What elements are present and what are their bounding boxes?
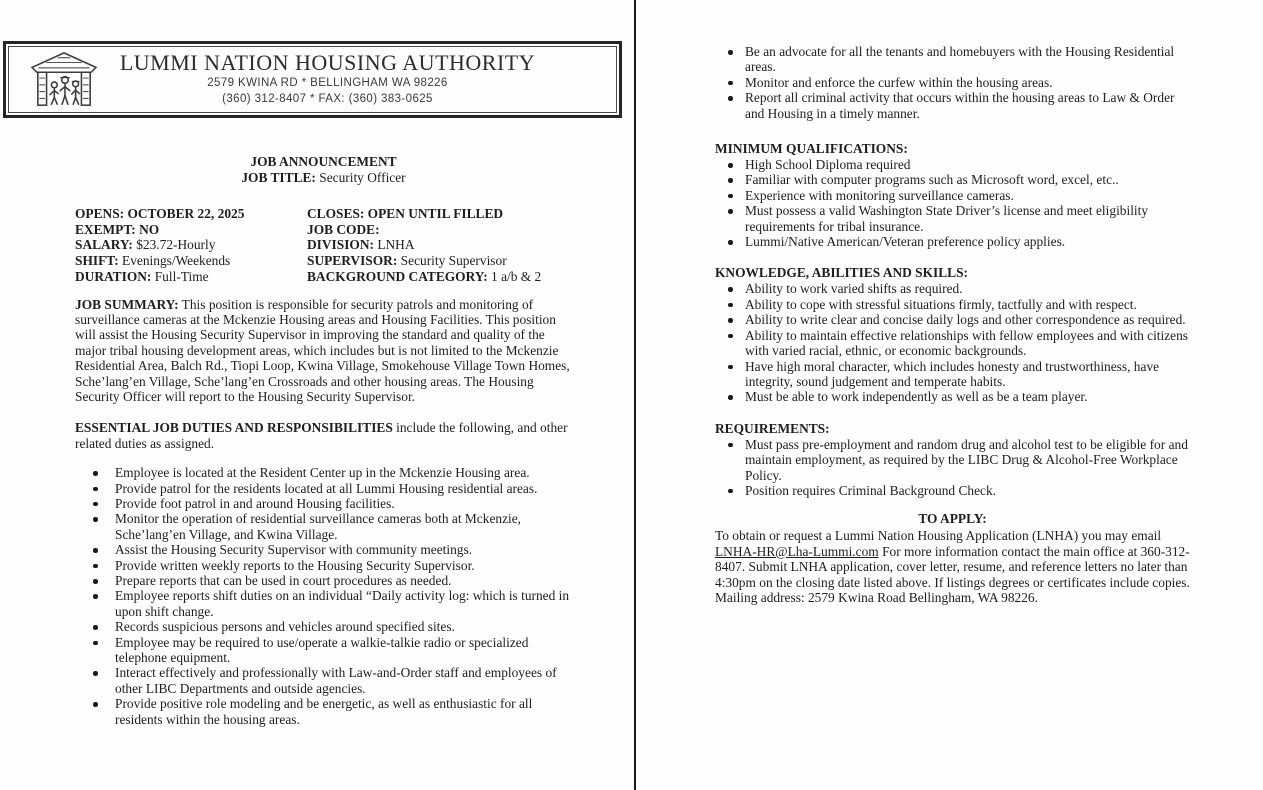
duties-intro-text: include the following, and other related duties as assigned. <box>75 420 568 451</box>
apply-text-after-email: For more information contact the main office at 360-312-8407. Submit LNHA application, cover letter, resume, and reference letters no later than 4:30pm on the closing date listed above. If listings degrees or certificates include copies. Mailing address: 2579 Kwina Road Bellingham, WA 98226. <box>715 543 1190 605</box>
org-phone-fax: (360) 312-8407 * FAX: (360) 383-0625 <box>222 93 433 105</box>
duties-intro-paragraph <box>75 420 572 451</box>
list-item: Provide foot patrol in and around Housing facilities. <box>75 496 572 511</box>
detail-supervisor: SUPERVISOR: Security Supervisor <box>307 253 507 269</box>
detail-shift: SHIFT: Evenings/Weekends <box>75 253 231 269</box>
list-item: Provide written weekly reports to the Housing Security Supervisor. <box>75 558 572 573</box>
detail-background-category: BACKGROUND CATEGORY: 1 a/b & 2 <box>307 268 542 284</box>
detail-exempt: EXEMPT: NO <box>75 221 160 237</box>
duties-heading: ESSENTIAL JOB DUTIES AND RESPONSIBILITIES <box>75 420 393 436</box>
requirements-heading: REQUIREMENTS: <box>715 420 830 436</box>
page-2 <box>636 0 1263 790</box>
org-name: LUMMI NATION HOUSING AUTHORITY <box>119 50 536 75</box>
job-details-right-column <box>307 206 572 285</box>
list-item: Prepare reports that can be used in court procedures as needed. <box>75 573 572 588</box>
job-title-value: Security Officer <box>319 170 406 185</box>
list-item: Experience with monitoring surveillance cameras. <box>715 188 1190 203</box>
list-item: Monitor and enforce the curfew within the housing areas. <box>715 75 1190 90</box>
detail-opens: OPENS: OCTOBER 22, 2025 <box>75 206 245 221</box>
list-item: Employee reports shift duties on an individual “Daily activity log: which is turned in upon shift change. <box>75 588 572 619</box>
minimum-qualifications-heading: MINIMUM QUALIFICATIONS: <box>715 141 908 157</box>
duties-continued-list <box>715 44 1190 121</box>
list-item: Familiar with computer programs such as Microsoft word, excel, etc.. <box>715 172 1190 187</box>
job-details-left-column <box>75 206 307 285</box>
job-announcement-title: JOB ANNOUNCEMENT <box>250 154 397 169</box>
list-item: Must pass pre-employment and random drug and alcohol test to be eligible for and maintain employment, as required by the LIBC Drug & Alcohol-Free Workplace Policy. <box>715 437 1190 483</box>
job-summary-text: This position is responsible for security patrols and monitoring of surveillance cameras at the Mckenzie Housing areas and Housing Facilities. This position will assist the Housing Security Supervisor in improving the standard and quality of the major tribal housing development areas, which includes but is not limited to the Mckenzie Residential Area, Balch Rd., Tiopi Loop, Kwina Village, Smokehouse Village Town Homes, Sche’lang’en Village, Sche’lang’en Crossroads and other housing areas. The Housing Security Officer will report to the Housing Security Supervisor. <box>75 296 570 404</box>
apply-text-before-email: To obtain or request a Lummi Nation Housing Application (LNHA) you may email <box>715 528 1162 544</box>
list-item: Must be able to work independently as well as be a team player. <box>715 389 1190 404</box>
list-item: High School Diploma required <box>715 157 1190 172</box>
detail-division: DIVISION: LNHA <box>307 237 415 253</box>
list-item: Interact effectively and professionally with Law-and-Order staff and employees of other LIBC Departments and outside agencies. <box>75 665 572 696</box>
list-item: Be an advocate for all the tenants and homebuyers with the Housing Residential areas. <box>715 44 1190 75</box>
letterhead-box <box>3 41 622 118</box>
job-title-label: JOB TITLE: <box>241 170 316 185</box>
list-item: Ability to maintain effective relationships with fellow employees and with citizens with varied racial, ethnic, or economic backgrounds. <box>715 328 1190 359</box>
list-item: Have high moral character, which includes honesty and trustworthiness, have integrity, sound judgement and temperate habits. <box>715 359 1190 390</box>
to-apply-heading: TO APPLY: <box>918 511 987 527</box>
list-item: Must possess a valid Washington State Driver’s license and meet eligibility requirements for tribal insurance. <box>715 203 1190 234</box>
duties-list <box>75 465 572 727</box>
minimum-qualifications-list <box>715 157 1190 249</box>
list-item: Records suspicious persons and vehicles around specified sites. <box>75 619 572 634</box>
list-item: Report all criminal activity that occurs within the housing areas to Law & Order and Housing in a timely manner. <box>715 90 1190 121</box>
letterhead-text <box>39 50 616 107</box>
detail-job-code: JOB CODE: <box>307 221 380 237</box>
list-item: Assist the Housing Security Supervisor with community meetings. <box>75 542 572 557</box>
detail-closes: CLOSES: OPEN UNTIL FILLED <box>307 206 504 221</box>
requirements-list <box>715 437 1190 499</box>
list-item: Monitor the operation of residential surveillance cameras both at Mckenzie, Sche’lang’en Village, and Kwina Village. <box>75 511 572 542</box>
org-address: 2579 KWINA RD * BELLINGHAM WA 98226 <box>207 77 448 89</box>
detail-salary: SALARY: $23.72-Hourly <box>75 237 216 253</box>
list-item: Employee is located at the Resident Center up in the Mckenzie Housing area. <box>75 465 572 480</box>
detail-duration: DURATION: Full-Time <box>75 268 209 284</box>
job-announcement-heading-block <box>75 154 572 186</box>
list-item: Provide patrol for the residents located at all Lummi Housing residential areas. <box>75 481 572 496</box>
job-summary-paragraph <box>75 297 572 405</box>
list-item: Ability to work varied shifts as required. <box>715 281 1190 296</box>
list-item: Provide positive role modeling and be energetic, as well as enthusiastic for all residents within the housing areas. <box>75 696 572 727</box>
list-item: Ability to write clear and concise daily logs and other correspondence as required. <box>715 312 1190 327</box>
letterhead-inner-border <box>8 46 617 113</box>
hr-email-link[interactable]: LNHA-HR@Lha-Lummi.com <box>715 543 879 559</box>
to-apply-paragraph <box>715 528 1190 605</box>
skills-list <box>715 281 1190 404</box>
skills-heading: KNOWLEDGE, ABILITIES AND SKILLS: <box>715 265 969 281</box>
job-details-block <box>75 206 572 285</box>
list-item: Position requires Criminal Background Check. <box>715 483 1190 498</box>
job-summary-label: JOB SUMMARY: <box>75 296 179 312</box>
page-1-body <box>0 119 634 727</box>
list-item: Lummi/Native American/Veteran preference policy applies. <box>715 234 1190 249</box>
list-item: Employee may be required to use/operate a walkie-talkie radio or specialized telephone equipment. <box>75 635 572 666</box>
list-item: Ability to cope with stressful situations firmly, tactfully and with respect. <box>715 297 1190 312</box>
